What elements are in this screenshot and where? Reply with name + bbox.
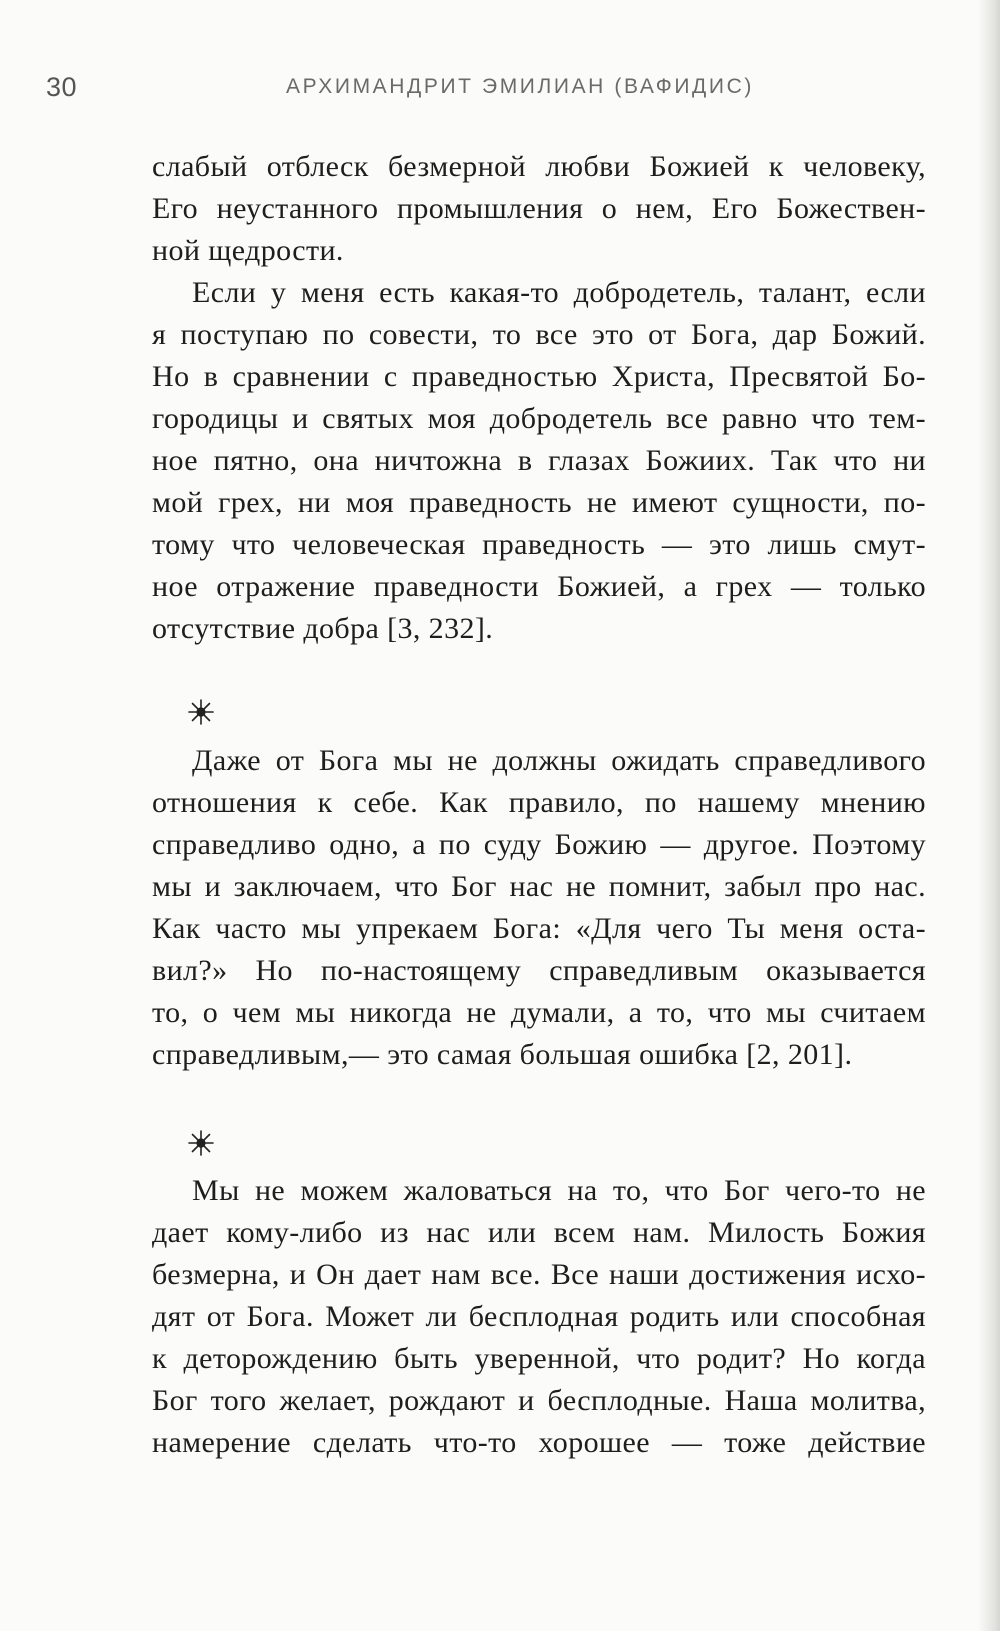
text-line: отношения к себе. Как правило, по нашему мнению [152,786,926,819]
text-line: намерение сделать что-то хорошее — тоже действие [152,1426,926,1459]
sun-star-ornament-icon [186,697,216,727]
text-line: Бог того желает, рождают и бесплодные. Наша молитва, [152,1384,926,1417]
text-line: Его неустанного промышления о нем, Его Божествен- [152,192,926,225]
running-title: АРХИМАНДРИТ ЭМИЛИАН (ВАФИДИС) [286,75,754,98]
text-line: справедливо одно, а по суду Божию — другое. Поэтому [152,828,926,861]
text-line: ное пятно, она ничтожна в глазах Божиих. Так что ни [152,444,926,477]
text-line: Как часто мы упрекаем Бога: «Для чего Ты меня оста- [152,912,926,945]
text-line: мы и заключаем, что Бог нас не помнит, забыл про нас. [152,870,926,903]
text-line: Даже от Бога мы не должны ожидать справедливого [192,744,926,777]
section-3 [152,1170,926,1464]
text-line: то, о чем мы никогда не думали, а то, что мы считаем [152,996,926,1029]
text-line: безмерна, и Он дает нам все. Все наши достижения исхо- [152,1258,926,1291]
sun-star-ornament-icon [186,1128,216,1158]
text-line: городицы и святых моя добродетель все равно что тем- [152,402,926,435]
page-header [46,72,946,112]
text-line: дает кому-либо из нас или всем нам. Милость Божия [152,1216,926,1249]
text-line: вил?» Но по-настоящему справедливым оказывается [152,954,926,987]
text-line: отсутствие добра [3, 232]. [152,612,494,645]
text-line: мой грех, ни моя праведность не имеют сущности, по- [152,486,926,519]
page-number: 30 [46,72,78,102]
text-line: справедливым,— это самая большая ошибка [2, 201]. [152,1038,853,1071]
page-edge-shadow [978,0,1000,1631]
text-line: Если у меня есть какая-то добродетель, талант, если [192,276,926,309]
text-line: ное отражение праведности Божией, а грех — только [152,570,926,603]
text-line: тому что человеческая праведность — это лишь смут- [152,528,926,561]
text-line: Мы не можем жаловаться на то, что Бог чего-то не [192,1174,926,1207]
text-line: к деторождению быть уверенной, что родит? Но когда [152,1342,926,1375]
text-line: дят от Бога. Может ли бесплодная родить или способная [152,1300,926,1333]
text-line: слабый отблеск безмерной любви Божией к человеку, [152,150,926,183]
section-2 [152,740,926,1076]
text-line: я поступаю по совести, то все это от Бога, дар Божий. [152,318,926,351]
text-line: ной щедрости. [152,234,344,267]
section-1 [152,146,926,650]
text-line: Но в сравнении с праведностью Христа, Пресвятой Бо- [152,360,926,393]
